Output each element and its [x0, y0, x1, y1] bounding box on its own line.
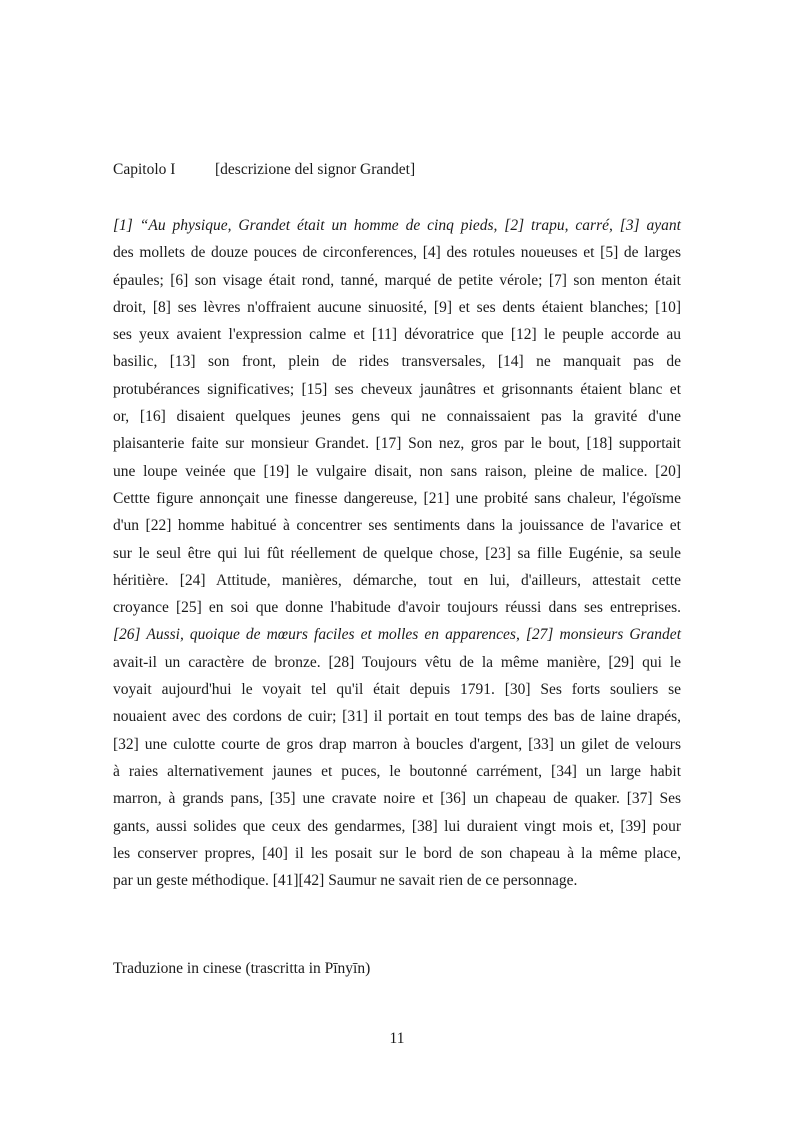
passage-line-text: par un geste méthodique. [41][42] Saumur ne savait rien de ce personnage.	[113, 872, 578, 890]
passage-line-text: ses yeux avaient l'expression calme et [11] dévoratrice que [12] le peuple accorde au	[113, 326, 681, 344]
page-number: 11	[389, 1030, 405, 1047]
chapter-title: Capitolo I	[113, 161, 176, 178]
passage-line	[113, 840, 681, 867]
translation-note: Traduzione in cinese (trascritta in Pīnyīn)	[113, 960, 371, 977]
passage-line	[113, 267, 681, 294]
passage-line	[113, 212, 681, 239]
chapter-heading	[113, 159, 713, 181]
passage-line	[113, 785, 681, 812]
passage-line-text: des mollets de douze pouces de circonferences, [4] des rotules noueuses et [5] de larges	[113, 244, 681, 262]
passage-line	[113, 731, 681, 758]
passage-line	[113, 621, 681, 648]
passage-line-text: gants, aussi solides que ceux des gendarmes, [38] lui duraient vingt mois et, [39] pour	[113, 817, 681, 835]
passage-line-text: basilic, [13] son front, plein de rides transversales, [14] ne manquait pas de	[113, 353, 681, 371]
passage-line	[113, 239, 681, 266]
passage-line-text: sur le seul être qui lui fût réellement de quelque chose, [23] sa fille Eugénie, sa seule	[113, 544, 681, 562]
passage-line	[113, 294, 681, 321]
passage-line-text: épaules; [6] son visage était rond, tanné, marqué de petite vérole; [7] son menton était	[113, 271, 681, 289]
passage-line-italic: [26] Aussi, quoique de mœurs faciles et molles en apparences, [27] monsieurs Grandet	[113, 626, 681, 644]
passage-line	[113, 348, 681, 375]
passage-line	[113, 649, 681, 676]
passage-line-text: croyance [25] en soi que donne l'habitude d'avoir toujours réussi dans ses entreprises.	[113, 599, 681, 617]
passage-line-text: à raies alternativement jaunes et puces, le boutonné carrément, [34] un large habit	[113, 762, 681, 780]
passage-line	[113, 430, 681, 457]
passage-line	[113, 758, 681, 785]
passage-line-text: les conserver propres, [40] il les posait sur le bord de son chapeau à la même place,	[113, 844, 681, 862]
passage-line-italic: [1] “Au physique, Grandet était un homme de cinq pieds, [2] trapu, carré, [3] ayant	[113, 217, 681, 234]
passage-line-text: droit, [8] ses lèvres n'offraient aucune sinuosité, [9] et ses dents étaient blanches; [10]	[113, 298, 681, 316]
passage-line	[113, 867, 681, 894]
french-passage	[113, 212, 681, 894]
passage-line	[113, 512, 681, 539]
chapter-subtitle: [descrizione del signor Grandet]	[215, 161, 416, 178]
passage-line-text: protubérances significatives; [15] ses cheveux jaunâtres et grisonnants étaient blanc et	[113, 380, 681, 398]
passage-line	[113, 813, 681, 840]
passage-line-text: avait-il un caractère de bronze. [28] Toujours vêtu de la même manière, [29] qui le	[113, 653, 681, 671]
passage-line-text: marron, à grands pans, [35] une cravate noire et [36] un chapeau de quaker. [37] Ses	[113, 790, 681, 808]
passage-line	[113, 321, 681, 348]
passage-line	[113, 703, 681, 730]
passage-line	[113, 485, 681, 512]
passage-line-text: héritière. [24] Attitude, manières, démarche, tout en lui, d'ailleurs, attestait cette	[113, 571, 681, 589]
passage-line	[113, 676, 681, 703]
passage-line	[113, 594, 681, 621]
passage-line	[113, 403, 681, 430]
passage-line-text: une loupe veinée que [19] le vulgaire disait, non sans raison, pleine de malice. [20]	[113, 462, 681, 480]
passage-line-text: [32] une culotte courte de gros drap marron à boucles d'argent, [33] un gilet de velours	[113, 735, 681, 753]
passage-line-text: nouaient avec des cordons de cuir; [31] il portait en tout temps des bas de laine drapés,	[113, 708, 681, 726]
passage-line-text: d'un [22] homme habitué à concentrer ses sentiments dans la jouissance de l'avarice et	[113, 517, 681, 535]
passage-line-text: plaisanterie faite sur monsieur Grandet. [17] Son nez, gros par le bout, [18] supportait	[113, 435, 681, 453]
passage-line	[113, 458, 681, 485]
passage-line	[113, 376, 681, 403]
passage-line-text: Cettte figure annonçait une finesse dangereuse, [21] une probité sans chaleur, l'égoïsme	[113, 489, 681, 507]
passage-line-text: or, [16] disaient quelques jeunes gens qui ne connaissaient pas la gravité d'une	[113, 408, 681, 426]
passage-line	[113, 540, 681, 567]
passage-line-text: voyait aujourd'hui le voyait tel qu'il était depuis 1791. [30] Ses forts souliers se	[113, 681, 681, 699]
passage-line	[113, 567, 681, 594]
